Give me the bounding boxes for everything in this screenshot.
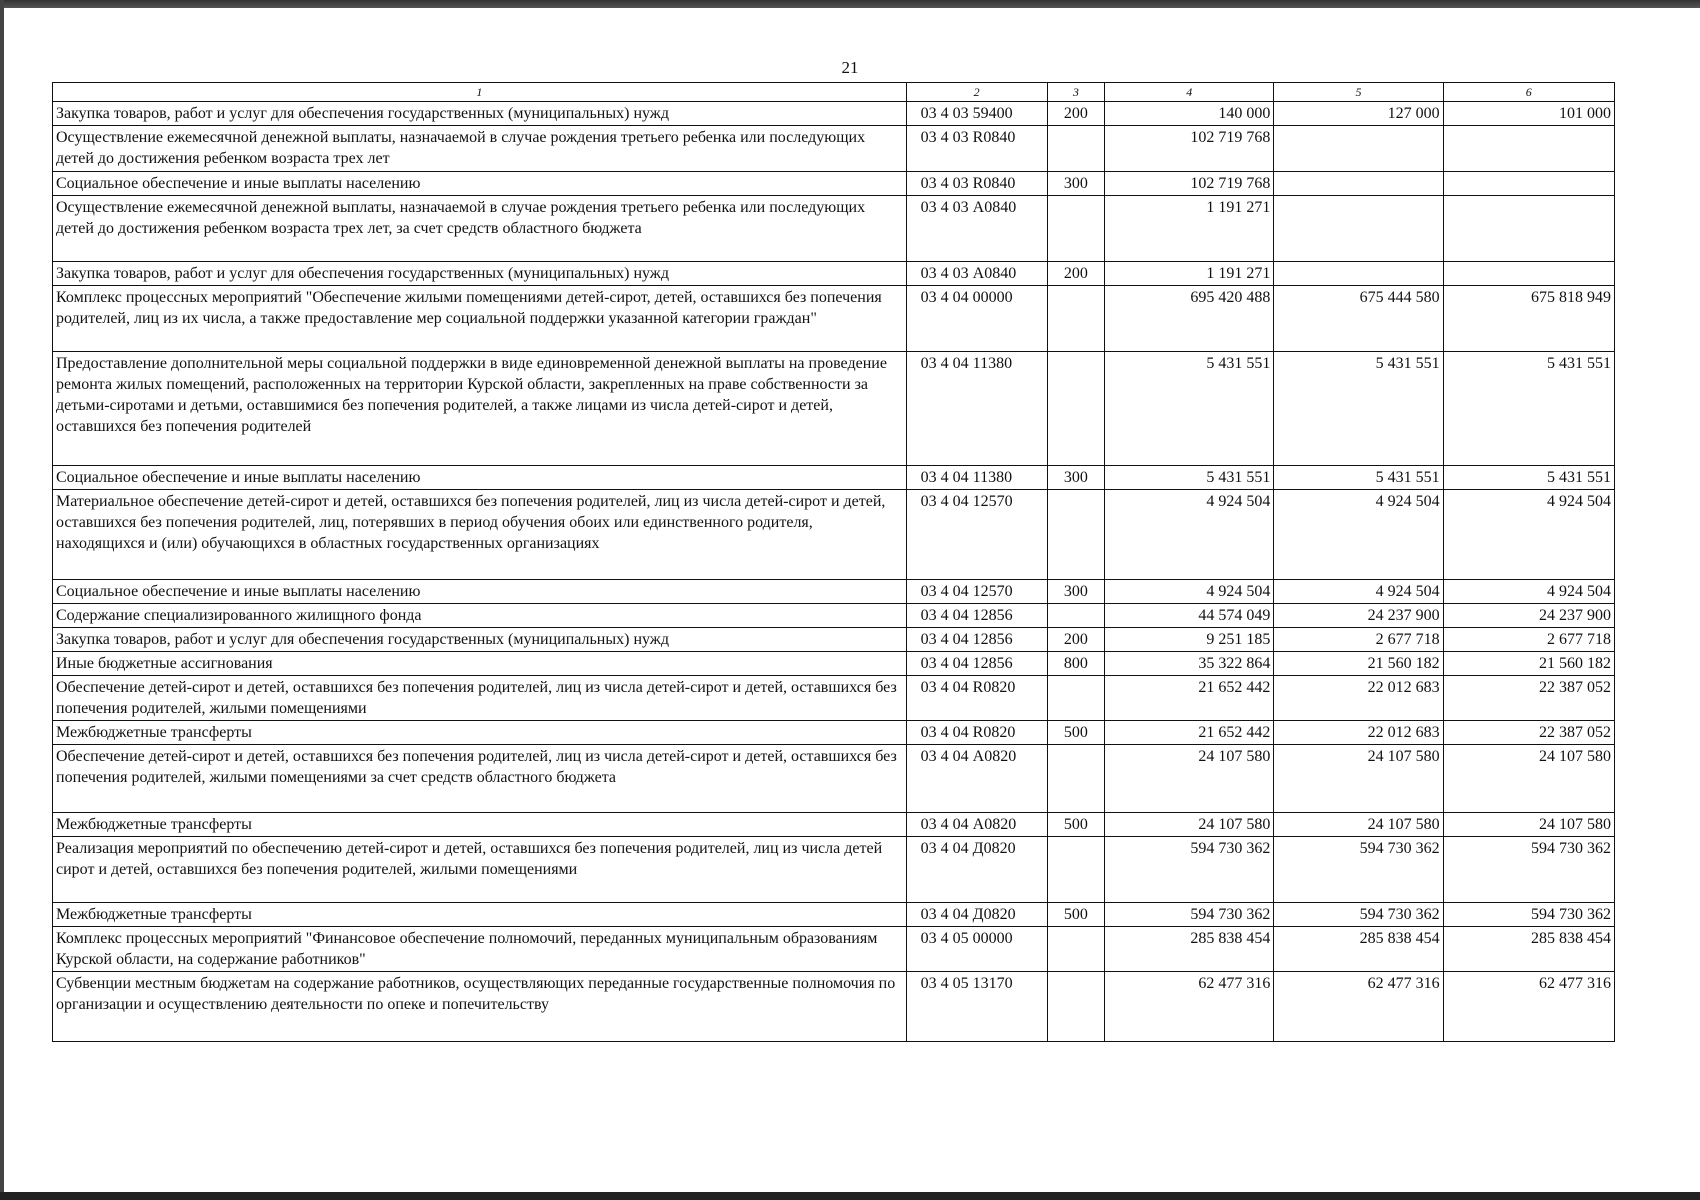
row-expense-type xyxy=(1047,196,1104,262)
column-header: 4 xyxy=(1105,83,1274,102)
row-value-col6 xyxy=(1443,126,1614,172)
column-header: 5 xyxy=(1274,83,1443,102)
row-code: 03 4 04 Д0820 xyxy=(906,903,1047,927)
table-row xyxy=(53,466,1615,490)
row-value-col5: 22 012 683 xyxy=(1274,721,1443,745)
row-expense-type xyxy=(1047,972,1104,1042)
row-value-col6: 62 477 316 xyxy=(1443,972,1614,1042)
row-value-col4: 102 719 768 xyxy=(1105,172,1274,196)
row-value-col4: 4 924 504 xyxy=(1105,580,1274,604)
row-name: Закупка товаров, работ и услуг для обеспечения государственных (муниципальных) нужд xyxy=(53,262,907,286)
row-name: Субвенции местным бюджетам на содержание работников, осуществляющих переданные государственные полномочия по организации и осуществлению деятельности по опеке и попечительству xyxy=(53,972,907,1042)
row-code: 03 4 05 00000 xyxy=(906,927,1047,972)
table-row xyxy=(53,721,1615,745)
row-expense-type xyxy=(1047,126,1104,172)
row-name: Комплекс процессных мероприятий "Финансовое обеспечение полномочий, переданных муниципальным образованиям Курской области, на содержание работников" xyxy=(53,927,907,972)
row-value-col6: 24 107 580 xyxy=(1443,813,1614,837)
row-code: 03 4 03 R0840 xyxy=(906,126,1047,172)
row-value-col4: 24 107 580 xyxy=(1105,813,1274,837)
table-row xyxy=(53,745,1615,813)
row-value-col4: 21 652 442 xyxy=(1105,721,1274,745)
row-code: 03 4 04 12570 xyxy=(906,490,1047,580)
table-row xyxy=(53,262,1615,286)
row-value-col6 xyxy=(1443,262,1614,286)
row-value-col4: 1 191 271 xyxy=(1105,196,1274,262)
header-row xyxy=(53,83,1615,102)
row-value-col6 xyxy=(1443,196,1614,262)
row-name: Закупка товаров, работ и услуг для обеспечения государственных (муниципальных) нужд xyxy=(53,102,907,126)
row-code: 03 4 04 00000 xyxy=(906,286,1047,352)
column-header: 6 xyxy=(1443,83,1614,102)
row-value-col6: 22 387 052 xyxy=(1443,676,1614,721)
row-expense-type: 300 xyxy=(1047,172,1104,196)
row-expense-type: 200 xyxy=(1047,262,1104,286)
row-value-col4: 35 322 864 xyxy=(1105,652,1274,676)
row-name: Реализация мероприятий по обеспечению детей-сирот и детей, оставшихся без попечения родителей, лиц из числа детей сирот и детей, оставшихся без попечения родителей, жилыми помещениями xyxy=(53,837,907,903)
row-code: 03 4 04 Д0820 xyxy=(906,837,1047,903)
row-value-col5: 594 730 362 xyxy=(1274,837,1443,903)
row-value-col6: 594 730 362 xyxy=(1443,837,1614,903)
row-value-col5: 5 431 551 xyxy=(1274,352,1443,466)
row-value-col6: 24 107 580 xyxy=(1443,745,1614,813)
row-name: Социальное обеспечение и иные выплаты населению xyxy=(53,172,907,196)
row-code: 03 4 04 12856 xyxy=(906,652,1047,676)
row-value-col6: 24 237 900 xyxy=(1443,604,1614,628)
row-value-col4: 5 431 551 xyxy=(1105,466,1274,490)
row-value-col5: 62 477 316 xyxy=(1274,972,1443,1042)
table-row xyxy=(53,172,1615,196)
row-value-col5 xyxy=(1274,196,1443,262)
table-row xyxy=(53,837,1615,903)
table-row xyxy=(53,972,1615,1042)
row-name: Межбюджетные трансферты xyxy=(53,903,907,927)
row-value-col4: 9 251 185 xyxy=(1105,628,1274,652)
column-header: 1 xyxy=(53,83,907,102)
budget-table xyxy=(52,82,1615,1042)
row-value-col5: 285 838 454 xyxy=(1274,927,1443,972)
row-code: 03 4 03 А0840 xyxy=(906,262,1047,286)
table-row xyxy=(53,196,1615,262)
row-value-col6: 285 838 454 xyxy=(1443,927,1614,972)
row-value-col4: 44 574 049 xyxy=(1105,604,1274,628)
row-name: Межбюджетные трансферты xyxy=(53,721,907,745)
row-value-col6 xyxy=(1443,172,1614,196)
row-expense-type xyxy=(1047,286,1104,352)
table-row xyxy=(53,580,1615,604)
row-code: 03 4 04 R0820 xyxy=(906,676,1047,721)
row-value-col5: 2 677 718 xyxy=(1274,628,1443,652)
table-row xyxy=(53,102,1615,126)
row-value-col6: 5 431 551 xyxy=(1443,466,1614,490)
row-code: 03 4 04 12570 xyxy=(906,580,1047,604)
table-row xyxy=(53,813,1615,837)
row-value-col5 xyxy=(1274,172,1443,196)
column-header: 2 xyxy=(906,83,1047,102)
table-row xyxy=(53,652,1615,676)
row-value-col4: 62 477 316 xyxy=(1105,972,1274,1042)
row-name: Социальное обеспечение и иные выплаты населению xyxy=(53,580,907,604)
row-value-col4: 594 730 362 xyxy=(1105,903,1274,927)
row-expense-type: 500 xyxy=(1047,721,1104,745)
row-code: 03 4 04 12856 xyxy=(906,628,1047,652)
row-value-col5: 24 107 580 xyxy=(1274,745,1443,813)
row-code: 03 4 05 13170 xyxy=(906,972,1047,1042)
row-code: 03 4 04 12856 xyxy=(906,604,1047,628)
row-value-col4: 695 420 488 xyxy=(1105,286,1274,352)
row-value-col5 xyxy=(1274,262,1443,286)
row-expense-type xyxy=(1047,352,1104,466)
table-row xyxy=(53,903,1615,927)
row-value-col4: 21 652 442 xyxy=(1105,676,1274,721)
row-expense-type: 300 xyxy=(1047,466,1104,490)
row-name: Иные бюджетные ассигнования xyxy=(53,652,907,676)
row-value-col4: 24 107 580 xyxy=(1105,745,1274,813)
row-value-col6: 21 560 182 xyxy=(1443,652,1614,676)
row-code: 03 4 04 А0820 xyxy=(906,813,1047,837)
row-value-col6: 2 677 718 xyxy=(1443,628,1614,652)
row-value-col6: 594 730 362 xyxy=(1443,903,1614,927)
row-value-col6: 675 818 949 xyxy=(1443,286,1614,352)
row-name: Обеспечение детей-сирот и детей, оставшихся без попечения родителей, лиц из числа детей-сирот и детей, оставшихся без попечения родителей, жилыми помещениями xyxy=(53,676,907,721)
table-row xyxy=(53,628,1615,652)
table-row xyxy=(53,604,1615,628)
row-value-col5: 24 237 900 xyxy=(1274,604,1443,628)
column-header: 3 xyxy=(1047,83,1104,102)
row-value-col5: 24 107 580 xyxy=(1274,813,1443,837)
row-name: Межбюджетные трансферты xyxy=(53,813,907,837)
table-row xyxy=(53,126,1615,172)
row-name: Социальное обеспечение и иные выплаты населению xyxy=(53,466,907,490)
row-value-col5 xyxy=(1274,126,1443,172)
table-row xyxy=(53,676,1615,721)
row-value-col6: 5 431 551 xyxy=(1443,352,1614,466)
row-value-col5: 127 000 xyxy=(1274,102,1443,126)
table-row xyxy=(53,352,1615,466)
scan-edge-bottom xyxy=(0,1192,1700,1200)
scan-edge-left xyxy=(0,0,4,1200)
row-code: 03 4 04 11380 xyxy=(906,352,1047,466)
row-value-col5: 5 431 551 xyxy=(1274,466,1443,490)
row-name: Обеспечение детей-сирот и детей, оставшихся без попечения родителей, лиц из числа детей-сирот и детей, оставшихся без попечения родителей, жилыми помещениями за счет средств областного бюджета xyxy=(53,745,907,813)
row-value-col6: 4 924 504 xyxy=(1443,580,1614,604)
row-value-col6: 4 924 504 xyxy=(1443,490,1614,580)
row-value-col4: 285 838 454 xyxy=(1105,927,1274,972)
row-expense-type xyxy=(1047,745,1104,813)
row-expense-type: 200 xyxy=(1047,102,1104,126)
row-expense-type xyxy=(1047,927,1104,972)
row-code: 03 4 03 А0840 xyxy=(906,196,1047,262)
row-value-col4: 102 719 768 xyxy=(1105,126,1274,172)
row-expense-type xyxy=(1047,676,1104,721)
row-code: 03 4 04 А0820 xyxy=(906,745,1047,813)
table-row xyxy=(53,286,1615,352)
row-name: Содержание специализированного жилищного фонда xyxy=(53,604,907,628)
row-code: 03 4 04 11380 xyxy=(906,466,1047,490)
row-expense-type xyxy=(1047,604,1104,628)
page-number: 21 xyxy=(841,58,859,77)
row-name: Материальное обеспечение детей-сирот и детей, оставшихся без попечения родителей, лиц из числа детей-сирот и детей, оставшихся без попечения родителей, лиц, потерявших в период обучения обоих или единственного родителя, находящихся и (или) обучающихся в областных государственных организациях xyxy=(53,490,907,580)
table-row xyxy=(53,490,1615,580)
row-value-col5: 675 444 580 xyxy=(1274,286,1443,352)
row-expense-type xyxy=(1047,837,1104,903)
row-value-col5: 4 924 504 xyxy=(1274,580,1443,604)
row-value-col5: 21 560 182 xyxy=(1274,652,1443,676)
row-value-col4: 1 191 271 xyxy=(1105,262,1274,286)
row-value-col5: 4 924 504 xyxy=(1274,490,1443,580)
row-expense-type: 800 xyxy=(1047,652,1104,676)
row-expense-type: 500 xyxy=(1047,903,1104,927)
row-value-col4: 5 431 551 xyxy=(1105,352,1274,466)
row-value-col6: 101 000 xyxy=(1443,102,1614,126)
row-expense-type: 200 xyxy=(1047,628,1104,652)
row-value-col4: 140 000 xyxy=(1105,102,1274,126)
row-name: Закупка товаров, работ и услуг для обеспечения государственных (муниципальных) нужд xyxy=(53,628,907,652)
row-value-col6: 22 387 052 xyxy=(1443,721,1614,745)
row-value-col4: 594 730 362 xyxy=(1105,837,1274,903)
row-expense-type: 500 xyxy=(1047,813,1104,837)
row-name: Осуществление ежемесячной денежной выплаты, назначаемой в случае рождения третьего ребенка или последующих детей до достижения ребенком возраста трех лет xyxy=(53,126,907,172)
row-name: Предоставление дополнительной меры социальной поддержки в виде единовременной денежной выплаты на проведение ремонта жилых помещений, расположенных на территории Курской области, закрепленных на праве собственности за детьми-сиротами и детьми, оставшимися без попечения родителей, а также лицами из числа детей-сирот и детей, оставшихся без попечения родителей xyxy=(53,352,907,466)
row-code: 03 4 03 59400 xyxy=(906,102,1047,126)
row-code: 03 4 03 R0840 xyxy=(906,172,1047,196)
row-expense-type xyxy=(1047,490,1104,580)
row-value-col5: 594 730 362 xyxy=(1274,903,1443,927)
row-name: Комплекс процессных мероприятий "Обеспечение жилыми помещениями детей-сирот, детей, оставшихся без попечения родителей, лиц из их числа, а также предоставление мер социальной поддержки указанной категории граждан" xyxy=(53,286,907,352)
row-value-col5: 22 012 683 xyxy=(1274,676,1443,721)
row-expense-type: 300 xyxy=(1047,580,1104,604)
table-row xyxy=(53,927,1615,972)
row-name: Осуществление ежемесячной денежной выплаты, назначаемой в случае рождения третьего ребенка или последующих детей до достижения ребенком возраста трех лет, за счет средств областного бюджета xyxy=(53,196,907,262)
row-code: 03 4 04 R0820 xyxy=(906,721,1047,745)
row-value-col4: 4 924 504 xyxy=(1105,490,1274,580)
scan-edge-top xyxy=(0,0,1700,8)
